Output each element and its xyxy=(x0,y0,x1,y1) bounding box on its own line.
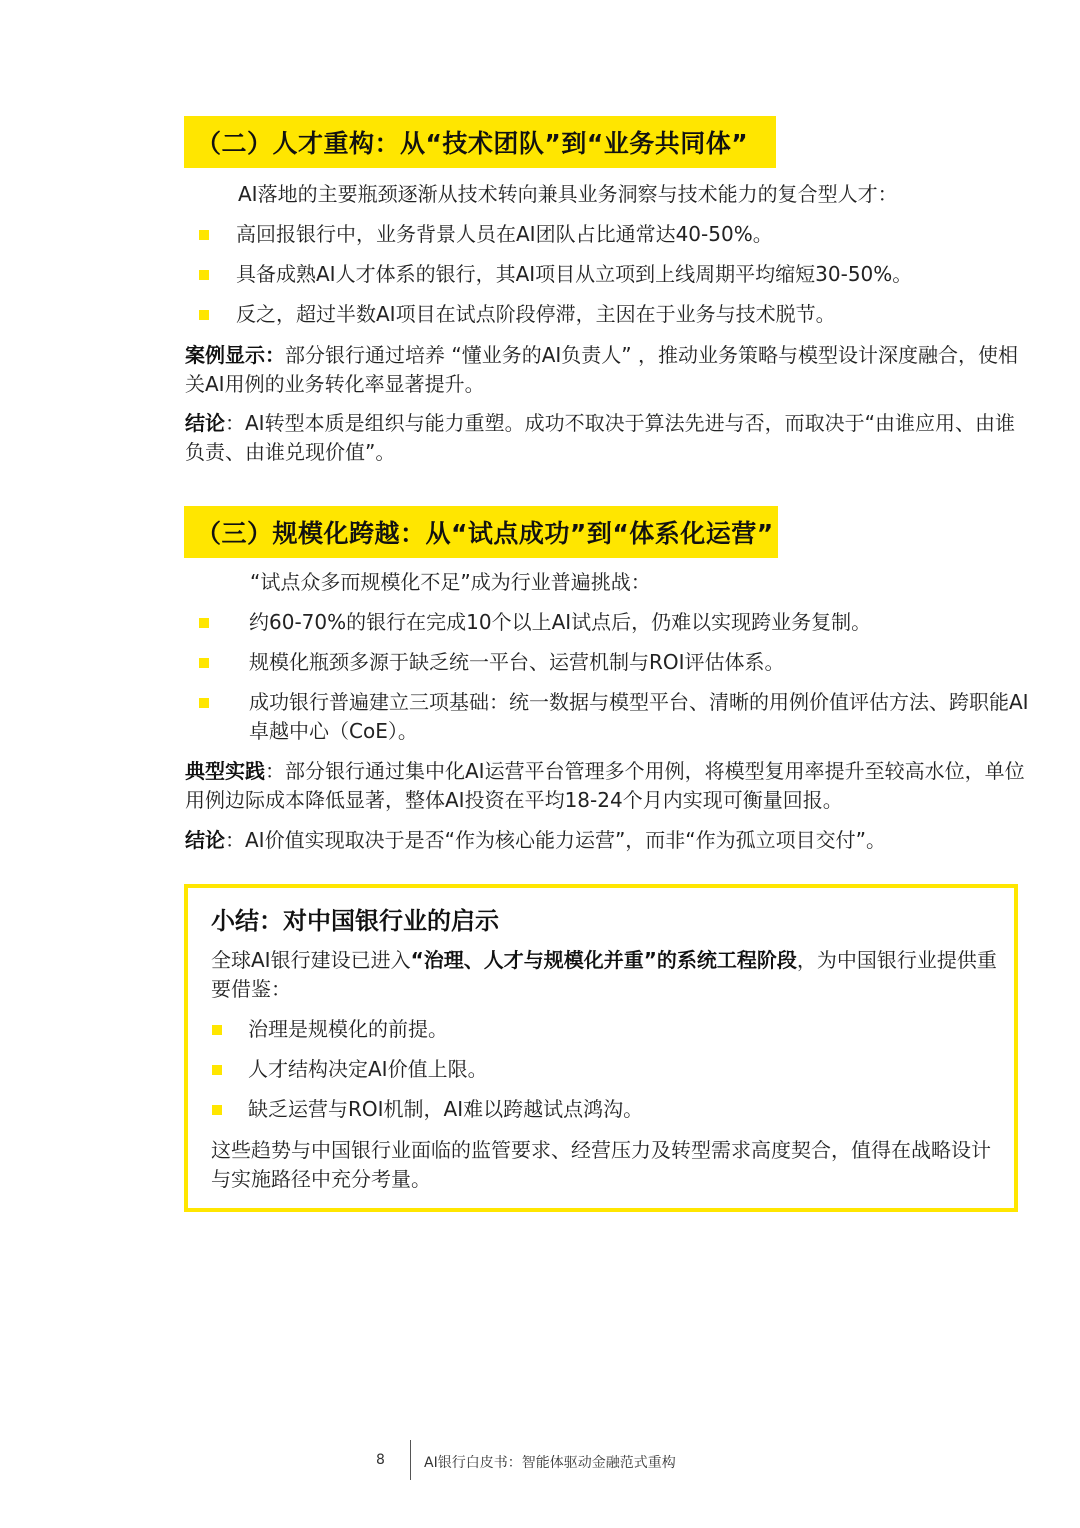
summary-closing: 这些趋势与中国银行业面临的监管要求、经营压力及转型需求高度契合，值得在战略设计与实施路径中充分考量。 xyxy=(211,1138,991,1191)
summary-intro-bold: “治理、人才与规模化并重”的系统工程阶段 xyxy=(410,948,797,972)
practice-label: 典型实践 xyxy=(185,759,265,783)
section3-heading xyxy=(184,506,778,558)
conclusion-text: ：AI价值实现取决于是否“作为核心能力运营”，而非“作为孤立项目交付”。 xyxy=(225,828,887,852)
section2-heading xyxy=(184,116,776,168)
section3-heading-text: （三）规模化跨越：从“试点成功”到“体系化运营” xyxy=(196,519,774,548)
section2-case-paragraph xyxy=(185,341,1025,399)
section3-bullet-2: 规模化瓶颈多源于缺乏统一平台、运营机制与ROI评估体系。 xyxy=(249,650,785,674)
summary-intro-post: ，为中国银行业提供重要借鉴： xyxy=(211,948,997,1001)
summary-bullet-3: 缺乏运营与ROI机制，AI难以跨越试点鸿沟。 xyxy=(248,1097,644,1121)
conclusion-text: ：AI转型本质是组织与能力重塑。成功不取决于算法先进与否，而取决于“由谁应用、由谁负责、由谁兑现价值”。 xyxy=(185,411,1015,464)
section3-practice-paragraph xyxy=(185,757,1025,815)
section3-conclusion-paragraph xyxy=(185,826,1025,855)
section3-intro: “试点众多而规模化不足”成为行业普遍挑战： xyxy=(250,570,651,594)
section3-bullet-1: 约60-70%的银行在完成10个以上AI试点后，仍难以实现跨业务复制。 xyxy=(249,610,872,634)
case-label: 案例显示： xyxy=(185,343,285,367)
bullet-square-icon xyxy=(199,310,209,320)
section2-bullet-3: 反之，超过半数AI项目在试点阶段停滞，主因在于业务与技术脱节。 xyxy=(236,302,836,326)
page-number: 8 xyxy=(376,1452,385,1468)
bullet-square-icon xyxy=(212,1105,222,1115)
summary-bullet-1: 治理是规模化的前提。 xyxy=(248,1017,448,1041)
section2-heading-text: （二）人才重构：从“技术团队”到“业务共同体” xyxy=(196,129,749,158)
section2-intro: AI落地的主要瓶颈逐渐从技术转向兼具业务洞察与技术能力的复合型人才： xyxy=(238,182,898,206)
summary-intro-pre: 全球AI银行建设已进入 xyxy=(211,948,411,972)
summary-title: 小结：对中国银行业的启示 xyxy=(211,907,499,935)
footer-title: AI银行白皮书：智能体驱动金融范式重构 xyxy=(424,1455,676,1471)
section2-bullet-2: 具备成熟AI人才体系的银行，其AI项目从立项到上线周期平均缩短30-50%。 xyxy=(236,262,913,286)
bullet-square-icon xyxy=(199,618,209,628)
section2-bullet-1: 高回报银行中，业务背景人员在AI团队占比通常达40-50%。 xyxy=(236,222,773,246)
practice-text: ：部分银行通过集中化AI运营平台管理多个用例，将模型复用率提升至较高水位，单位用例边际成本降低显著，整体AI投资在平均18-24个月内实现可衡量回报。 xyxy=(185,759,1025,812)
summary-intro xyxy=(211,946,1001,1004)
bullet-square-icon xyxy=(199,270,209,280)
conclusion-label: 结论 xyxy=(185,411,225,435)
bullet-square-icon xyxy=(199,230,209,240)
case-text: 部分银行通过培养 “懂业务的AI负责人” ，推动业务策略与模型设计深度融合，使相关AI用例的业务转化率显著提升。 xyxy=(185,343,1019,396)
summary-bullet-2: 人才结构决定AI价值上限。 xyxy=(248,1057,488,1081)
footer-divider xyxy=(410,1440,411,1480)
section2-conclusion-paragraph xyxy=(185,409,1025,467)
bullet-square-icon xyxy=(199,698,209,708)
conclusion-label: 结论 xyxy=(185,828,225,852)
section3-bullet-3: 成功银行普遍建立三项基础：统一数据与模型平台、清晰的用例价值评估方法、跨职能AI卓越中心（CoE）。 xyxy=(249,690,1029,743)
bullet-square-icon xyxy=(199,658,209,668)
bullet-square-icon xyxy=(212,1025,222,1035)
bullet-square-icon xyxy=(212,1065,222,1075)
